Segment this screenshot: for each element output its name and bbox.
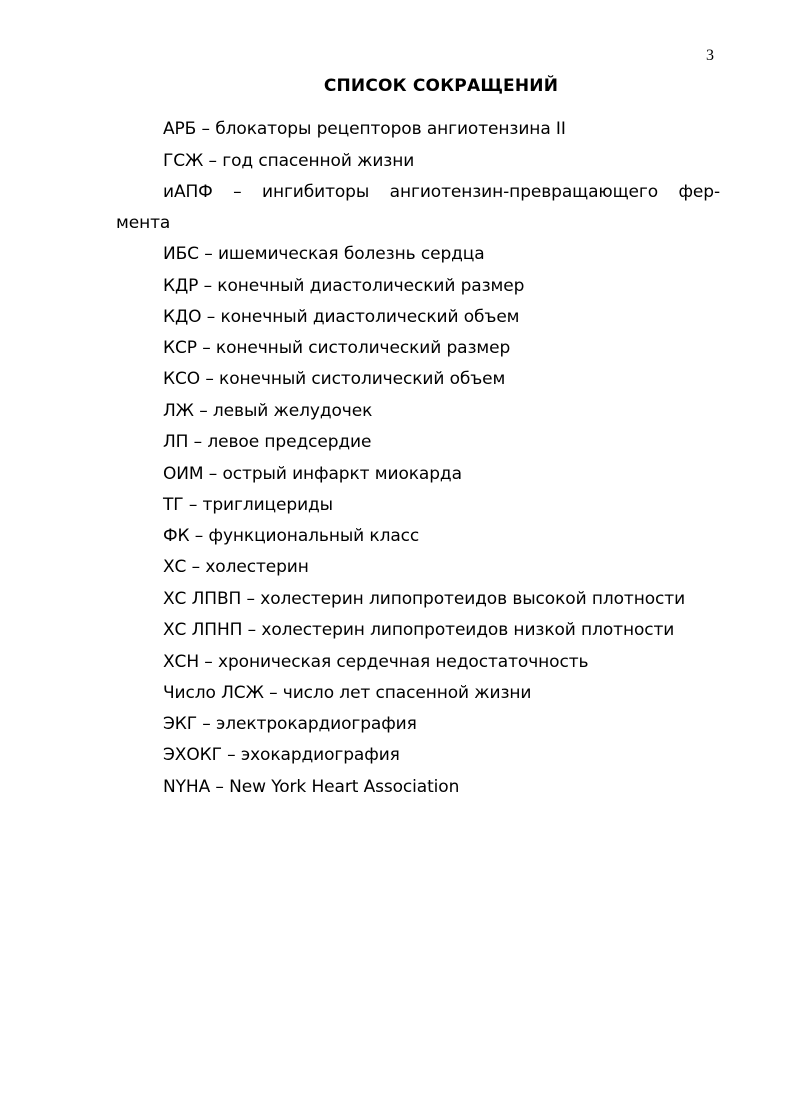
abbreviation-entry bbox=[116, 180, 720, 235]
abbreviation-entry: ФК – функциональный класс bbox=[163, 526, 420, 546]
abbreviation-entry: ХСН – хроническая сердечная недостаточность bbox=[163, 652, 589, 672]
abbreviation-entry: NYHA – New York Heart Association bbox=[163, 777, 460, 797]
abbreviation-entry: ОИМ – острый инфаркт миокарда bbox=[163, 464, 462, 484]
abbreviation-entry: ИБС – ишемическая болезнь сердца bbox=[163, 244, 485, 264]
abbreviation-entry: АРБ – блокаторы рецепторов ангиотензина II bbox=[163, 119, 566, 139]
abbreviation-entry: ЭКГ – электрокардиография bbox=[163, 714, 417, 734]
abbreviation-entry: КСО – конечный систолический объем bbox=[163, 369, 506, 389]
abbreviation-entry-line: иАПФ – ингибиторы ангиотензин-превращающего фер- bbox=[163, 182, 720, 202]
abbreviation-entry: ТГ – триглицериды bbox=[163, 495, 333, 515]
page-title: СПИСОК СОКРАЩЕНИЙ bbox=[323, 76, 559, 96]
abbreviation-entry: ХС – холестерин bbox=[163, 557, 309, 577]
abbreviation-entry: КДО – конечный диастолический объем bbox=[163, 307, 520, 327]
abbreviation-entry: КДР – конечный диастолический размер bbox=[163, 276, 525, 296]
abbreviation-entry: ХС ЛПНП – холестерин липопротеидов низкой плотности bbox=[163, 620, 675, 640]
abbreviation-entry: ЭХОКГ – эхокардиография bbox=[163, 745, 400, 765]
abbreviation-entry: ХС ЛПВП – холестерин липопротеидов высокой плотности bbox=[163, 589, 686, 609]
abbreviation-entry-line: мента bbox=[116, 213, 171, 233]
abbreviation-entry: КСР – конечный систолический размер bbox=[163, 338, 511, 358]
abbreviation-entry: ЛП – левое предсердие bbox=[163, 432, 372, 452]
abbreviation-entry: ЛЖ – левый желудочек bbox=[163, 401, 373, 421]
page-number: 3 bbox=[706, 47, 714, 64]
abbreviation-entry: Число ЛСЖ – число лет спасенной жизни bbox=[163, 683, 532, 703]
abbreviation-entry: ГСЖ – год спасенной жизни bbox=[163, 151, 415, 171]
